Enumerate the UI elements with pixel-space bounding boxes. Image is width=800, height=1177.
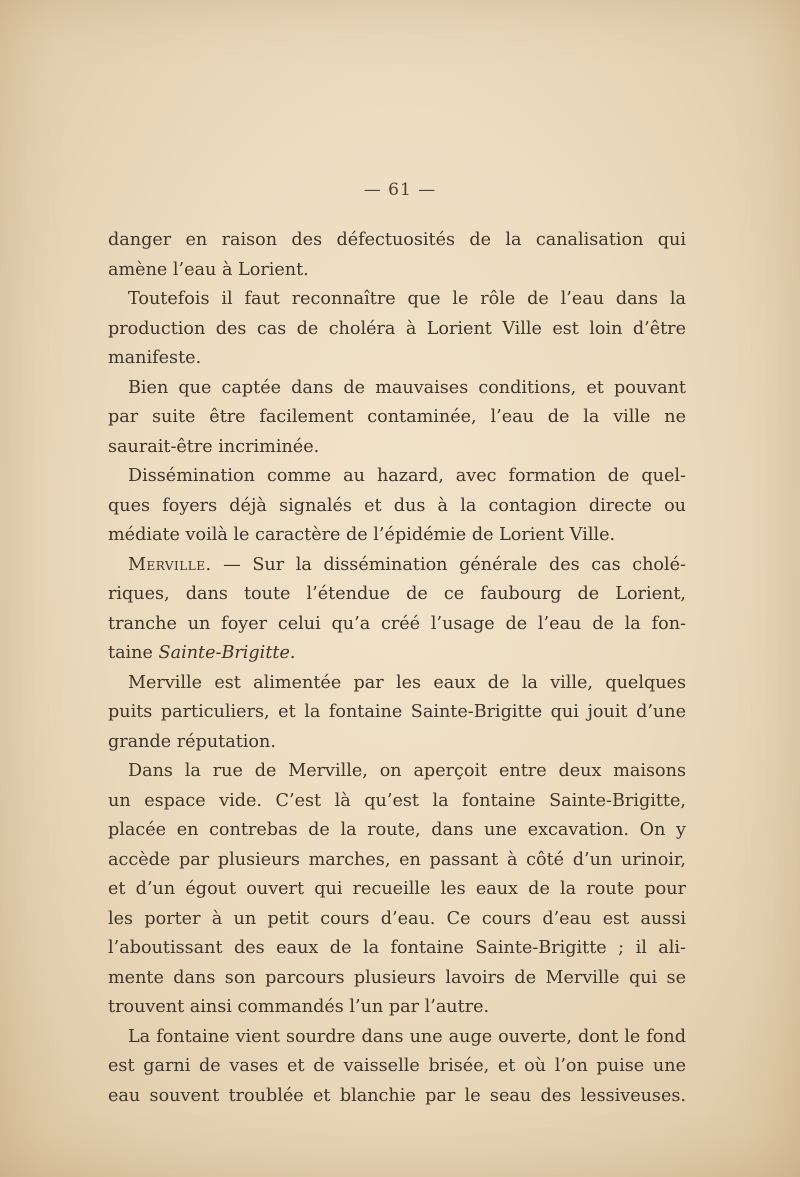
text-line <box>108 433 686 463</box>
line-text: La fontaine vient sourdre dans une auge ouverte, dont le fond <box>128 1026 686 1047</box>
text-line <box>108 934 686 964</box>
italic-text: Sainte-Brigitte. <box>158 643 296 663</box>
line-text: eau souvent troublée et blanchie par le seau des lessiveuses. <box>108 1085 686 1106</box>
line-text: médiate voilà le caractère de l’épidémie de Lorient Ville. <box>108 525 616 545</box>
line-text: manifeste. <box>108 348 202 368</box>
line-text: est garni de vases et de vaisselle brisée, et où l’on puise une <box>108 1056 686 1076</box>
text-line <box>108 728 686 758</box>
text-line <box>108 492 686 522</box>
line-text: ques foyers déjà signalés et dus à la contagion directe ou <box>108 495 686 516</box>
text-line <box>108 816 686 846</box>
text-line <box>108 226 686 256</box>
line-text: amène l’eau à Lorient. <box>108 259 309 280</box>
text-line <box>108 787 686 817</box>
text-line <box>108 993 686 1023</box>
line-text: taine <box>108 643 159 663</box>
text-line <box>108 315 686 345</box>
text-line <box>108 698 686 728</box>
line-text: et d’un égout ouvert qui recueille les eaux de la route pour <box>108 879 686 899</box>
line-text: Dissémination comme au hazard, avec formation de quel- <box>128 466 686 486</box>
line-text: Bien que captée dans de mauvaises conditions, et pouvant <box>128 377 686 398</box>
text-line <box>108 757 686 787</box>
line-text: puits particuliers, et la fontaine Sainte-Brigitte qui jouit d’une <box>108 702 686 722</box>
line-text: accède par plusieurs marches, en passant à côté d’un urinoir, <box>108 849 686 870</box>
line-text: saurait-être incriminée. <box>108 436 320 457</box>
line-text: — Sur la dissémination générale des cas cholé- <box>211 554 686 575</box>
line-text: par suite être facilement contaminée, l’eau de la ville ne <box>108 407 686 427</box>
text-line <box>108 610 686 640</box>
text-line <box>108 462 686 492</box>
text-line <box>108 1052 686 1082</box>
text-line <box>108 580 686 610</box>
line-text: riques, dans toute l’étendue de ce faubourg de Lorient, <box>108 584 686 604</box>
text-line <box>108 846 686 876</box>
text-line <box>108 964 686 994</box>
line-text: Merville est alimentée par les eaux de la ville, quelques <box>128 672 686 693</box>
text-line <box>108 374 686 404</box>
text-line <box>108 905 686 935</box>
text-line <box>108 1023 686 1053</box>
text-line <box>108 403 686 433</box>
text-line <box>108 344 686 374</box>
body-text <box>108 226 686 1111</box>
page-number: — 61 — <box>363 180 437 200</box>
text-line <box>108 669 686 699</box>
line-text: Dans la rue de Merville, on aperçoit entre deux maisons <box>128 761 686 781</box>
text-line <box>108 551 686 581</box>
line-text: un espace vide. C’est là qu’est la fontaine Sainte-Brigitte, <box>108 790 686 811</box>
line-text: production des cas de choléra à Lorient Ville est loin d’être <box>108 318 686 339</box>
line-text: placée en contrebas de la route, dans une excavation. On y <box>108 820 686 840</box>
text-line <box>108 285 686 315</box>
text-line <box>108 875 686 905</box>
line-text: danger en raison des défectuosités de la canalisation qui <box>108 230 686 250</box>
text-line <box>108 521 686 551</box>
line-text: tranche un foyer celui qu’a créé l’usage de l’eau de la fon- <box>108 613 686 634</box>
section-heading: Merville. <box>128 554 212 575</box>
line-text: les porter à un petit cours d’eau. Ce cours d’eau est aussi <box>108 908 686 929</box>
line-text: mente dans son parcours plusieurs lavoirs de Merville qui se <box>108 967 686 988</box>
line-text: Toutefois il faut reconnaître que le rôle de l’eau dans la <box>128 289 686 309</box>
text-line <box>108 639 686 669</box>
line-text: l’aboutissant des eaux de la fontaine Sainte-Brigitte ; il ali- <box>108 938 686 958</box>
line-text: grande réputation. <box>108 731 276 752</box>
line-text: trouvent ainsi commandés l’un par l’autre. <box>108 997 490 1017</box>
text-line <box>108 256 686 286</box>
text-line <box>108 1082 686 1112</box>
